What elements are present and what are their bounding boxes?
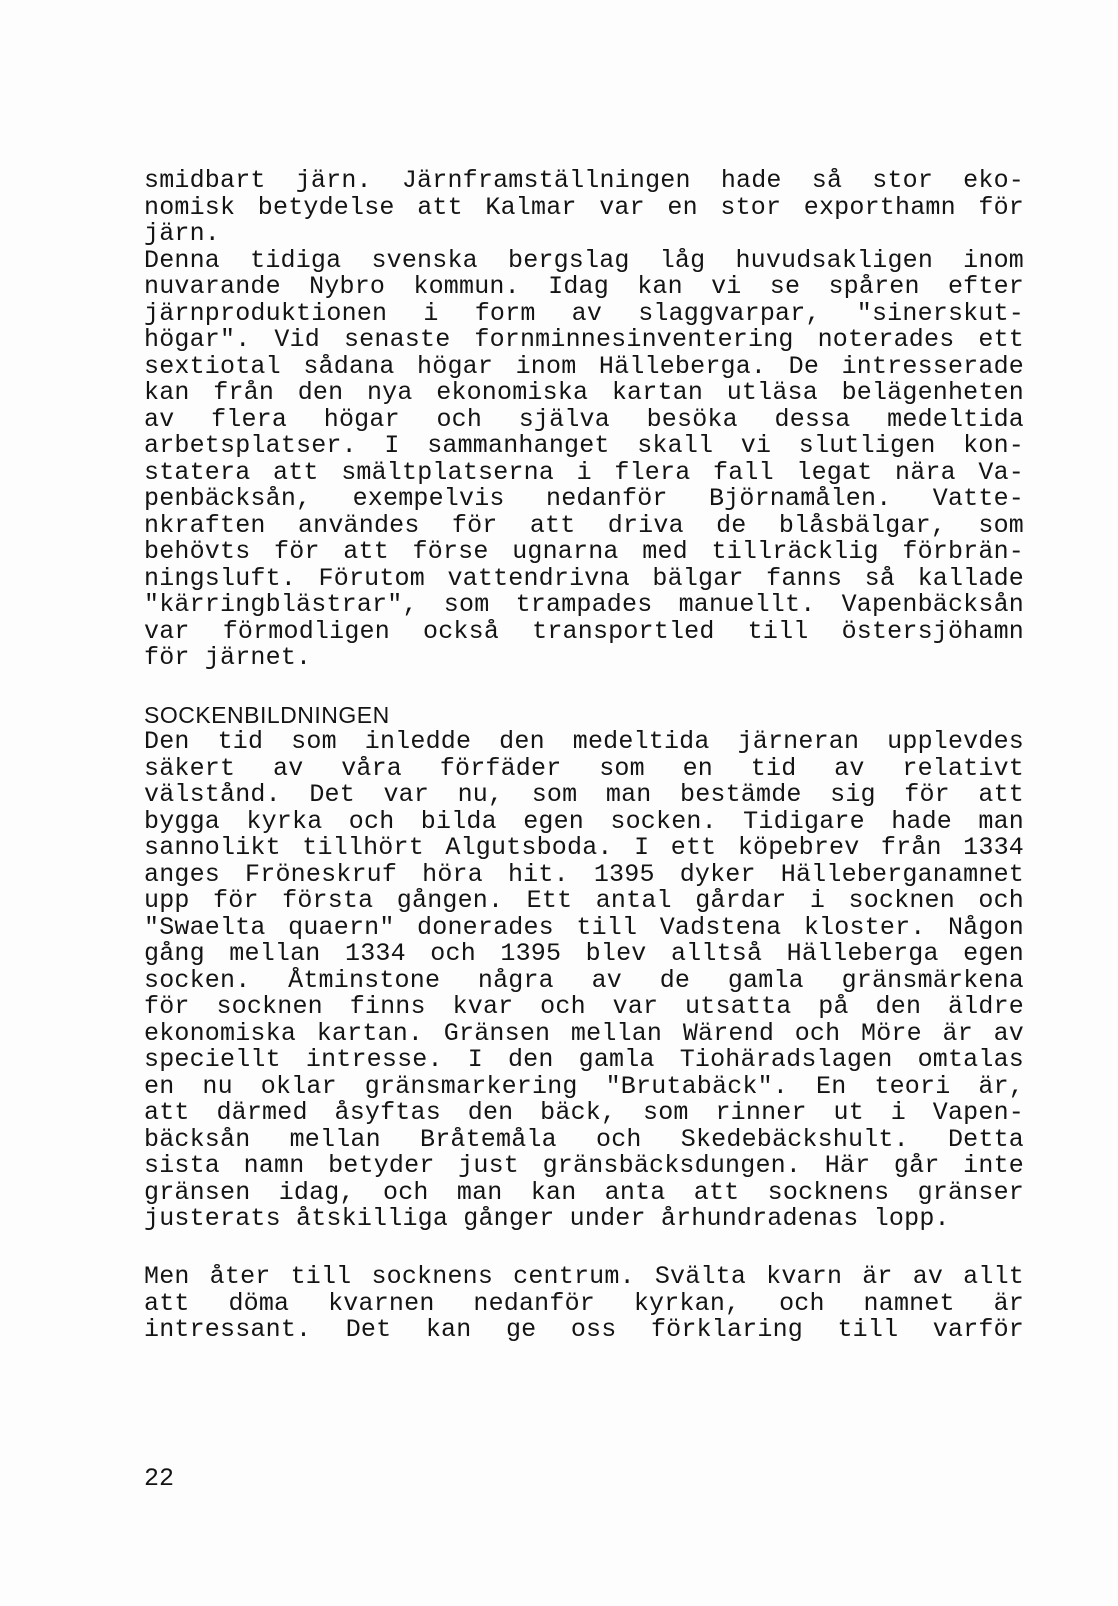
section-heading [144,702,1024,729]
text-line: av flera högar och själva besöka dessa medeltida [144,404,1024,434]
text-line: statera att smältplatserna i flera fall legat nära Va- [144,457,1024,487]
text-line: ekonomiska kartan. Gränsen mellan Wärend och Möre är av [144,1018,1024,1048]
text-line: anges Fröneskruf höra hit. 1395 dyker Hälleberganamnet [144,859,1024,889]
text-line: en nu oklar gränsmarkering "Brutabäck". En teori är, [144,1071,1024,1101]
text-line: nomisk betydelse att Kalmar var en stor exporthamn för [144,192,1024,222]
text-line: att döma kvarnen nedanför kyrkan, och namnet är [144,1288,1024,1318]
text-line: speciellt intresse. I den gamla Tiohäradslagen omtalas [144,1045,1024,1074]
text-line: att därmed åsyftas den bäck, som rinner ut i Vapen- [144,1098,1024,1127]
text-line: järn. [144,219,221,248]
paragraph-parish-formation [144,729,1024,1233]
page-number: 22 [144,1464,175,1493]
text-line: intressant. Det kan ge oss förklaring till varför [144,1315,1024,1344]
text-line: högar". Vid senaste fornminnesinventering noterades ett [144,325,1024,354]
text-line: Denna tidiga svenska bergslag låg huvudsakligen inom [144,245,1024,275]
text-line: arbetsplatser. I sammanhanget skall vi slutligen kon- [144,431,1024,460]
text-line: säkert av våra förfäder som en tid av relativt [144,753,1024,783]
text-line: bäcksån mellan Bråtemåla och Skedebäckshult. Detta [144,1124,1024,1154]
text-line: behövts för att förse ugnarna med tillräcklig förbrän- [144,537,1024,566]
paragraph-svalta-mill [144,1264,1024,1344]
text-line: penbäcksån, exempelvis nedanför Björnamålen. Vatte- [144,484,1024,513]
text-line: gränsen idag, och man kan anta att socknens gränser [144,1177,1024,1207]
text-line: sannolikt tillhört Algutsboda. I ett köpebrev från 1334 [144,833,1024,862]
text-line: smidbart järn. Järnframställningen hade så stor eko- [144,166,1024,195]
text-line: kan från den nya ekonomiska kartan utläsa belägenheten [144,378,1024,407]
text-line: nuvarande Nybro kommun. Idag kan vi se spåren efter [144,272,1024,301]
text-line: gång mellan 1334 och 1395 blev alltså Hälleberga egen [144,939,1024,968]
text-line: nkraften användes för att driva de blåsbälgar, som [144,510,1024,540]
text-line: justerats åtskilliga gånger under århundradenas lopp. [144,1204,950,1233]
text-line: "kärringblästrar", som trampades manuellt. Vapenbäcksån [144,590,1024,619]
heading-text: SOCKENBILDNINGEN [144,702,390,728]
text-line: järnproduktionen i form av slaggvarpar, "sinerskut- [144,298,1024,328]
text-line: för järnet. [144,643,312,672]
text-line: sextiotal sådana högar inom Hälleberga. De intresserade [144,351,1024,381]
text-line: var förmodligen också transportled till östersjöhamn [144,616,1024,646]
text-line: bygga kyrka och bilda egen socken. Tidigare hade man [144,806,1024,836]
text-line: ningsluft. Förutom vattendrivna bälgar fanns så kallade [144,563,1024,593]
text-line: upp för första gången. Ett antal gårdar i socknen och [144,886,1024,915]
text-line: Den tid som inledde den medeltida järneran upplevdes [144,727,1024,756]
text-line: för socknen finns kvar och var utsatta på den äldre [144,992,1024,1021]
text-line: välstånd. Det var nu, som man bestämde sig för att [144,780,1024,809]
text-line: sista namn betyder just gränsbäcksdungen. Här går inte [144,1151,1024,1180]
paragraph-iron-production [144,168,1024,672]
text-line: "Swaelta quaern" donerades till Vadstena kloster. Någon [144,912,1024,942]
text-line: Men åter till socknens centrum. Svälta kvarn är av allt [144,1262,1024,1291]
text-line: socken. Åtminstone några av de gamla gränsmärkena [144,965,1024,995]
